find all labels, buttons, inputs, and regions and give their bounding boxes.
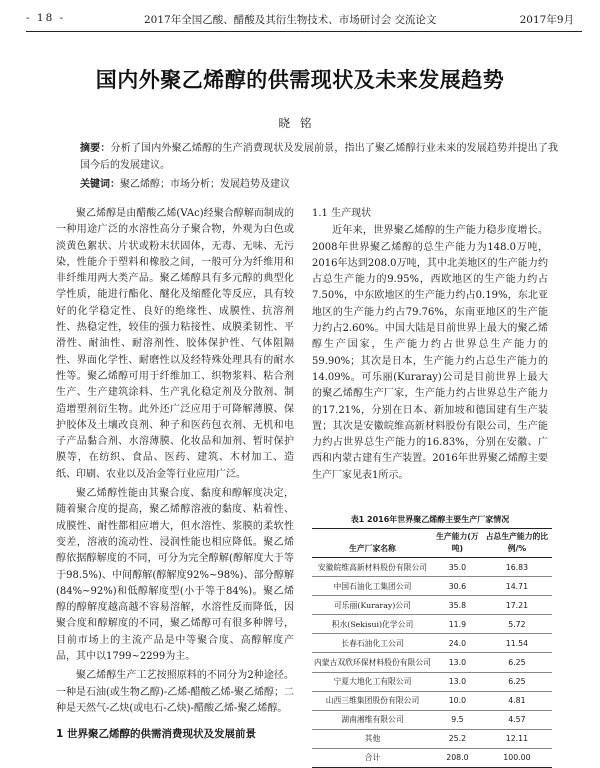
paragraph-process: 聚乙烯醇生产工艺按照原料的不同分为2种途径。一种是石油(或生物乙醇)-乙烯-醋酸乙烯-聚乙烯醇；二种是天然气-乙炔(或电石-乙炔)-醋酸乙烯-聚乙烯醇。	[56, 670, 294, 714]
issue-date: 2017年9月	[519, 14, 574, 26]
table-row	[312, 653, 552, 672]
table-caption: 表1 2016年世界聚乙烯醇主要生产厂家情况	[350, 515, 510, 524]
capacity-cell: 11.9	[433, 615, 482, 634]
company-cell: 山西三维集团股份有限公司	[312, 691, 433, 710]
abstract-text: 分析了国内外聚乙烯醇的生产消费现状及发展前景，指出了聚乙烯醇行业未来的发展趋势并提出了我国今后的发展建议。	[80, 143, 559, 171]
capacity-cell: 13.0	[433, 653, 482, 672]
keywords-label: 关键词：	[80, 179, 120, 190]
table-row	[312, 634, 552, 653]
company-cell: 湖南湘维有限公司	[312, 710, 433, 729]
page-number: - 18 -	[26, 12, 66, 24]
share-cell: 6.25	[482, 653, 552, 672]
share-cell: 100.00	[482, 748, 552, 767]
table-row	[312, 710, 552, 729]
company-cell: 其他	[312, 729, 433, 748]
capacity-cell: 35.0	[433, 558, 482, 577]
col-header-capacity: 生产能力(万吨)	[436, 532, 479, 553]
share-cell: 6.25	[482, 672, 552, 691]
company-cell: 可乐丽(Kuraray)公司	[312, 596, 433, 615]
producers-table	[312, 528, 552, 768]
table-row	[312, 596, 552, 615]
table-row	[312, 577, 552, 596]
article-title: 国内外聚乙烯醇的供需现状及未来发展趋势	[95, 68, 505, 92]
table-total-row	[312, 748, 552, 767]
paragraph-properties: 聚乙烯醇性能由其聚合度、黏度和醇解度决定，随着聚合度的提高，聚乙烯醇溶液的黏度、粘着性、成膜性、耐性都相应增大，但水溶性、浆膜的柔软性变差，溶液的流动性、浸润性能也相应降低。聚乙烯醇依据醇解度的不同，可分为完全醇解(醇解度大于等于98.5%)、中间醇解(醇解度92%~98%)、部分醇解(84%~92%)和低醇解度型(小于等于84%)。聚乙烯醇的醇解度越高越不容易溶解，水溶性反而降低，因聚合度和醇解度的不同，聚乙烯醇可有很多种牌号，目前市场上的主流产品是中等聚合度、高醇解度产品，其中以1799~2299为主。	[56, 488, 294, 663]
paragraph-production: 近年来，世界聚乙烯醇的生产能力稳步度增长。2008年世界聚乙烯醇的总生产能力为148.0万吨，2016年达到208.0万吨，其中北美地区的生产能力约占总生产能力的9.95%，西欧地区的生产能力约占7.50%，中东欧地区的生产能力约占0.19%，东北亚地区的生产能力约占79.76%，东南亚地区的生产能力约占2.60%。中国大陆是目前世界上最大的聚乙烯醇生产国家，生产能力约占世界总生产能力的59.90%；其次是日本，生产能力约占总生产能力的14.09%。可乐丽(Kuraray)公司是目前世界上最大的聚乙烯醇生产厂家，生产能力约占世界总生产能力的17.21%，分别在日本、新加坡和德国建有生产装置；其次是安徽皖维高新材料股份有限公司，生产能力约占世界总生产能力的16.83%，分别在安徽、广西和内蒙古建有生产装置。2016年世界聚乙烯醇主要生产厂家见表1所示。	[312, 225, 548, 481]
company-cell: 宁夏大地化工有限公司	[312, 672, 433, 691]
company-cell: 安徽皖维高新材料股份有限公司	[312, 558, 433, 577]
left-column	[56, 206, 294, 717]
col-header-company: 生产厂家名称	[349, 544, 396, 553]
share-cell: 14.71	[482, 577, 552, 596]
table-row	[312, 615, 552, 634]
running-header	[26, 10, 582, 30]
capacity-cell: 10.0	[433, 691, 482, 710]
author: 晓铭	[278, 116, 322, 130]
abstract	[80, 140, 558, 174]
col-header-share: 占总生产能力的比例/%	[485, 532, 549, 553]
capacity-cell: 25.2	[433, 729, 482, 748]
capacity-cell: 9.5	[433, 710, 482, 729]
table-row	[312, 729, 552, 748]
section-heading: 1 世界聚乙烯醇的供需消费现状及发展前景	[56, 728, 256, 740]
table-row	[312, 691, 552, 710]
share-cell: 4.81	[482, 691, 552, 710]
company-cell: 内蒙古双欣环保材料股份有限公司	[312, 653, 433, 672]
keywords-text: 聚乙烯醇；市场分析；发展趋势及建议	[120, 179, 290, 190]
capacity-cell: 30.6	[433, 577, 482, 596]
subsection-heading: 1.1 生产现状	[312, 208, 372, 219]
share-cell: 12.11	[482, 729, 552, 748]
abstract-label: 摘要：	[80, 143, 111, 154]
capacity-cell: 208.0	[433, 748, 482, 767]
capacity-cell: 24.0	[433, 634, 482, 653]
company-cell: 积水(Sekisui)化学公司	[312, 615, 433, 634]
share-cell: 5.72	[482, 615, 552, 634]
share-cell: 11.54	[482, 634, 552, 653]
paragraph-intro: 聚乙烯醇是由醋酸乙烯(VAc)经聚合醇解而制成的一种用途广泛的水溶性高分子聚合物，外观为白色或淡黄色絮状、片状或粉末状固体，无毒、无味、无污染，性能介于塑料和橡胶之间，一般可分为纤维用和非纤维用两大类产品。聚乙烯醇具有多元醇的典型化学性质，能进行酯化、醚化及缩醛化等反应，具有较好的化学稳定性、良好的绝缘性、成膜性、抗溶剂性、热稳定性，较佳的强力粘接性、成膜柔韧性、平滑性、耐油性、耐溶剂性、胶体保护性、气体阻隔性、界面化学性、耐磨性以及经特殊处理具有的耐水性等。聚乙烯醇可用于纤维加工、织物浆料、粘合剂生产、生产建筑涂料、生产乳化稳定剂及分散剂、制造增塑剂衍生物。此外还广泛应用于可降解薄膜、保护胶体及土壤改良剂、种子和医药包衣剂、无机和电子产品黏合剂、水溶薄膜、化妆品和加剂、暂时保护膜等，在纺织、食品、医药、建筑、木材加工、造纸、印刷、农业以及冶金等行业应用广泛。	[56, 208, 294, 480]
keywords	[80, 176, 558, 193]
company-cell: 合计	[312, 748, 433, 767]
capacity-cell: 13.0	[433, 672, 482, 691]
table-row	[312, 558, 552, 577]
company-cell: 长春石油化工公司	[312, 634, 433, 653]
right-column	[312, 206, 548, 484]
header-rule	[26, 31, 582, 32]
capacity-cell: 35.8	[433, 596, 482, 615]
share-cell: 16.83	[482, 558, 552, 577]
table-row	[312, 672, 552, 691]
share-cell: 17.21	[482, 596, 552, 615]
company-cell: 中国石油化工集团公司	[312, 577, 433, 596]
share-cell: 4.57	[482, 710, 552, 729]
journal-title: 2017年全国乙酸、醋酸及其衍生物技术、市场研讨会 交流论文	[144, 14, 437, 26]
table-header-row	[312, 529, 552, 558]
